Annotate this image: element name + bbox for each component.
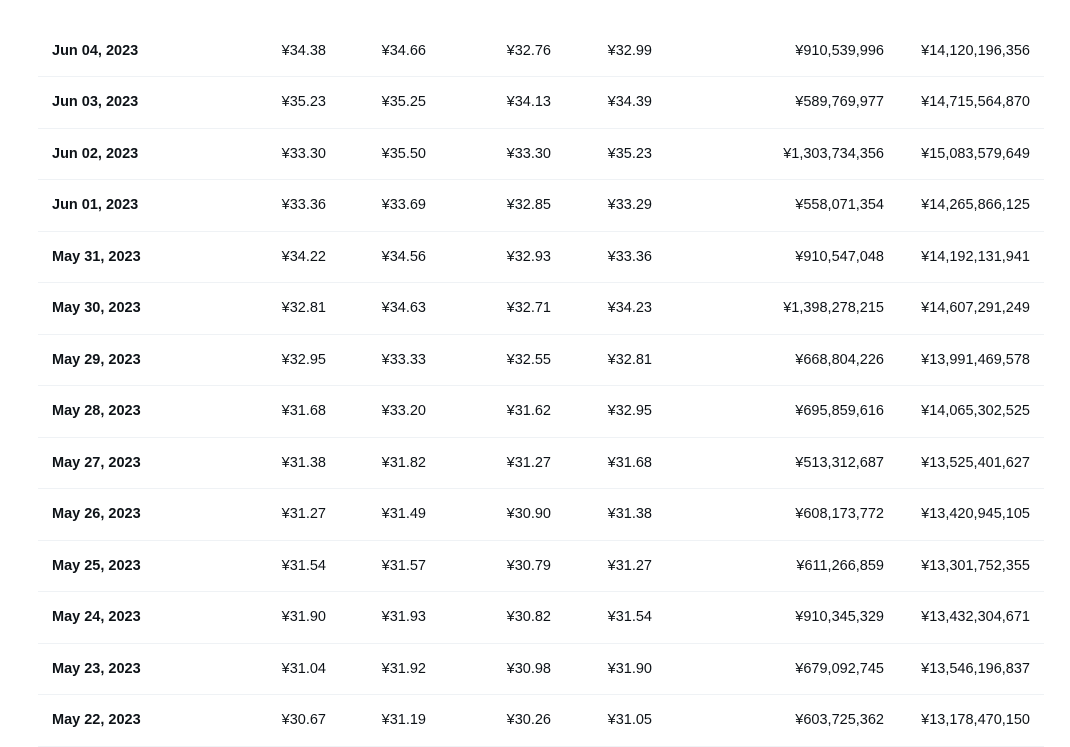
cell-low: ¥30.26: [506, 712, 551, 729]
cell-spacer: [1030, 128, 1044, 180]
table-row: [38, 77, 1044, 129]
cell-market-cap: ¥13,420,945,105: [921, 506, 1030, 523]
cell-date: May 28, 2023: [52, 403, 141, 420]
cell-high: ¥34.66: [381, 42, 426, 59]
cell-low: ¥30.90: [506, 506, 551, 523]
cell-close: ¥34.23: [607, 300, 652, 317]
cell-low: ¥30.79: [506, 557, 551, 574]
cell-open: ¥32.81: [281, 300, 326, 317]
table-row: [38, 334, 1044, 386]
cell-spacer: [1030, 592, 1044, 644]
cell-high: ¥31.93: [381, 609, 426, 626]
cell-volume: ¥668,804,226: [795, 351, 884, 368]
cell-spacer: [1030, 77, 1044, 129]
cell-market-cap: ¥14,120,196,356: [921, 42, 1030, 59]
cell-volume: ¥1,303,734,356: [783, 145, 884, 162]
cell-spacer: [1030, 231, 1044, 283]
cell-volume: ¥589,769,977: [795, 94, 884, 111]
cell-low: ¥32.93: [506, 248, 551, 265]
cell-market-cap: ¥14,715,564,870: [921, 94, 1030, 111]
cell-market-cap: ¥14,265,866,125: [921, 197, 1030, 214]
cell-high: ¥31.49: [381, 506, 426, 523]
cell-market-cap: ¥13,991,469,578: [921, 351, 1030, 368]
table-row: [38, 25, 1044, 77]
cell-close: ¥33.29: [607, 197, 652, 214]
table-row: [38, 180, 1044, 232]
cell-spacer: [1030, 489, 1044, 541]
cell-market-cap: ¥13,525,401,627: [921, 454, 1030, 471]
cell-volume: ¥910,345,329: [795, 609, 884, 626]
cell-date: May 24, 2023: [52, 609, 141, 626]
cell-low: ¥34.13: [506, 94, 551, 111]
cell-open: ¥32.95: [281, 351, 326, 368]
cell-market-cap: ¥15,083,579,649: [921, 145, 1030, 162]
table-row: [38, 540, 1044, 592]
historical-data-table: [38, 25, 1044, 747]
cell-open: ¥31.54: [281, 557, 326, 574]
cell-low: ¥30.98: [506, 660, 551, 677]
cell-close: ¥34.39: [607, 94, 652, 111]
cell-market-cap: ¥13,546,196,837: [921, 660, 1030, 677]
cell-open: ¥34.22: [281, 248, 326, 265]
table-row: [38, 437, 1044, 489]
table-row: [38, 592, 1044, 644]
cell-volume: ¥603,725,362: [795, 712, 884, 729]
cell-date: Jun 01, 2023: [52, 197, 139, 214]
cell-open: ¥31.38: [281, 454, 326, 471]
cell-spacer: [1030, 283, 1044, 335]
cell-date: May 31, 2023: [52, 248, 141, 265]
cell-low: ¥33.30: [506, 145, 551, 162]
cell-open: ¥31.27: [281, 506, 326, 523]
table-row: [38, 695, 1044, 747]
cell-close: ¥31.68: [607, 454, 652, 471]
cell-volume: ¥910,539,996: [795, 42, 884, 59]
cell-spacer: [1030, 25, 1044, 77]
cell-volume: ¥910,547,048: [795, 248, 884, 265]
cell-volume: ¥1,398,278,215: [783, 300, 884, 317]
cell-market-cap: ¥14,192,131,941: [921, 248, 1030, 265]
table-row: [38, 643, 1044, 695]
cell-high: ¥33.69: [381, 197, 426, 214]
cell-open: ¥33.36: [281, 197, 326, 214]
cell-market-cap: ¥14,607,291,249: [921, 300, 1030, 317]
cell-spacer: [1030, 695, 1044, 747]
cell-high: ¥34.63: [381, 300, 426, 317]
cell-date: May 29, 2023: [52, 351, 141, 368]
cell-low: ¥32.85: [506, 197, 551, 214]
cell-date: Jun 02, 2023: [52, 145, 139, 162]
cell-date: May 22, 2023: [52, 712, 141, 729]
cell-date: Jun 04, 2023: [52, 42, 139, 59]
cell-close: ¥32.81: [607, 351, 652, 368]
cell-high: ¥31.82: [381, 454, 426, 471]
cell-high: ¥31.19: [381, 712, 426, 729]
cell-date: May 30, 2023: [52, 300, 141, 317]
table-row: [38, 231, 1044, 283]
cell-open: ¥35.23: [281, 94, 326, 111]
cell-spacer: [1030, 540, 1044, 592]
cell-open: ¥34.38: [281, 42, 326, 59]
cell-date: May 27, 2023: [52, 454, 141, 471]
cell-close: ¥32.95: [607, 403, 652, 420]
cell-open: ¥31.68: [281, 403, 326, 420]
cell-date: Jun 03, 2023: [52, 94, 139, 111]
cell-market-cap: ¥13,178,470,150: [921, 712, 1030, 729]
cell-market-cap: ¥14,065,302,525: [921, 403, 1030, 420]
cell-high: ¥33.33: [381, 351, 426, 368]
table-row: [38, 386, 1044, 438]
cell-date: May 26, 2023: [52, 506, 141, 523]
table-row: [38, 128, 1044, 180]
cell-open: ¥31.90: [281, 609, 326, 626]
table-row: [38, 489, 1044, 541]
cell-close: ¥31.05: [607, 712, 652, 729]
cell-volume: ¥558,071,354: [795, 197, 884, 214]
cell-volume: ¥513,312,687: [795, 454, 884, 471]
cell-close: ¥35.23: [607, 145, 652, 162]
cell-close: ¥31.54: [607, 609, 652, 626]
table-body: [38, 25, 1044, 746]
cell-close: ¥32.99: [607, 42, 652, 59]
cell-low: ¥32.55: [506, 351, 551, 368]
cell-high: ¥31.92: [381, 660, 426, 677]
cell-volume: ¥608,173,772: [795, 506, 884, 523]
cell-high: ¥34.56: [381, 248, 426, 265]
cell-open: ¥30.67: [281, 712, 326, 729]
cell-volume: ¥695,859,616: [795, 403, 884, 420]
cell-high: ¥35.25: [381, 94, 426, 111]
cell-volume: ¥679,092,745: [795, 660, 884, 677]
cell-high: ¥33.20: [381, 403, 426, 420]
cell-date: May 25, 2023: [52, 557, 141, 574]
historical-data-table-container: [38, 25, 1044, 747]
cell-close: ¥31.38: [607, 506, 652, 523]
cell-open: ¥31.04: [281, 660, 326, 677]
cell-close: ¥31.27: [607, 557, 652, 574]
cell-high: ¥35.50: [381, 145, 426, 162]
table-row: [38, 283, 1044, 335]
cell-high: ¥31.57: [381, 557, 426, 574]
cell-low: ¥32.71: [506, 300, 551, 317]
cell-low: ¥30.82: [506, 609, 551, 626]
cell-open: ¥33.30: [281, 145, 326, 162]
cell-spacer: [1030, 437, 1044, 489]
cell-low: ¥32.76: [506, 42, 551, 59]
cell-close: ¥33.36: [607, 248, 652, 265]
cell-low: ¥31.62: [506, 403, 551, 420]
cell-low: ¥31.27: [506, 454, 551, 471]
cell-volume: ¥611,266,859: [796, 557, 884, 574]
cell-spacer: [1030, 643, 1044, 695]
cell-close: ¥31.90: [607, 660, 652, 677]
cell-spacer: [1030, 334, 1044, 386]
cell-market-cap: ¥13,432,304,671: [921, 609, 1030, 626]
cell-date: May 23, 2023: [52, 660, 141, 677]
cell-market-cap: ¥13,301,752,355: [921, 557, 1030, 574]
cell-spacer: [1030, 180, 1044, 232]
cell-spacer: [1030, 386, 1044, 438]
